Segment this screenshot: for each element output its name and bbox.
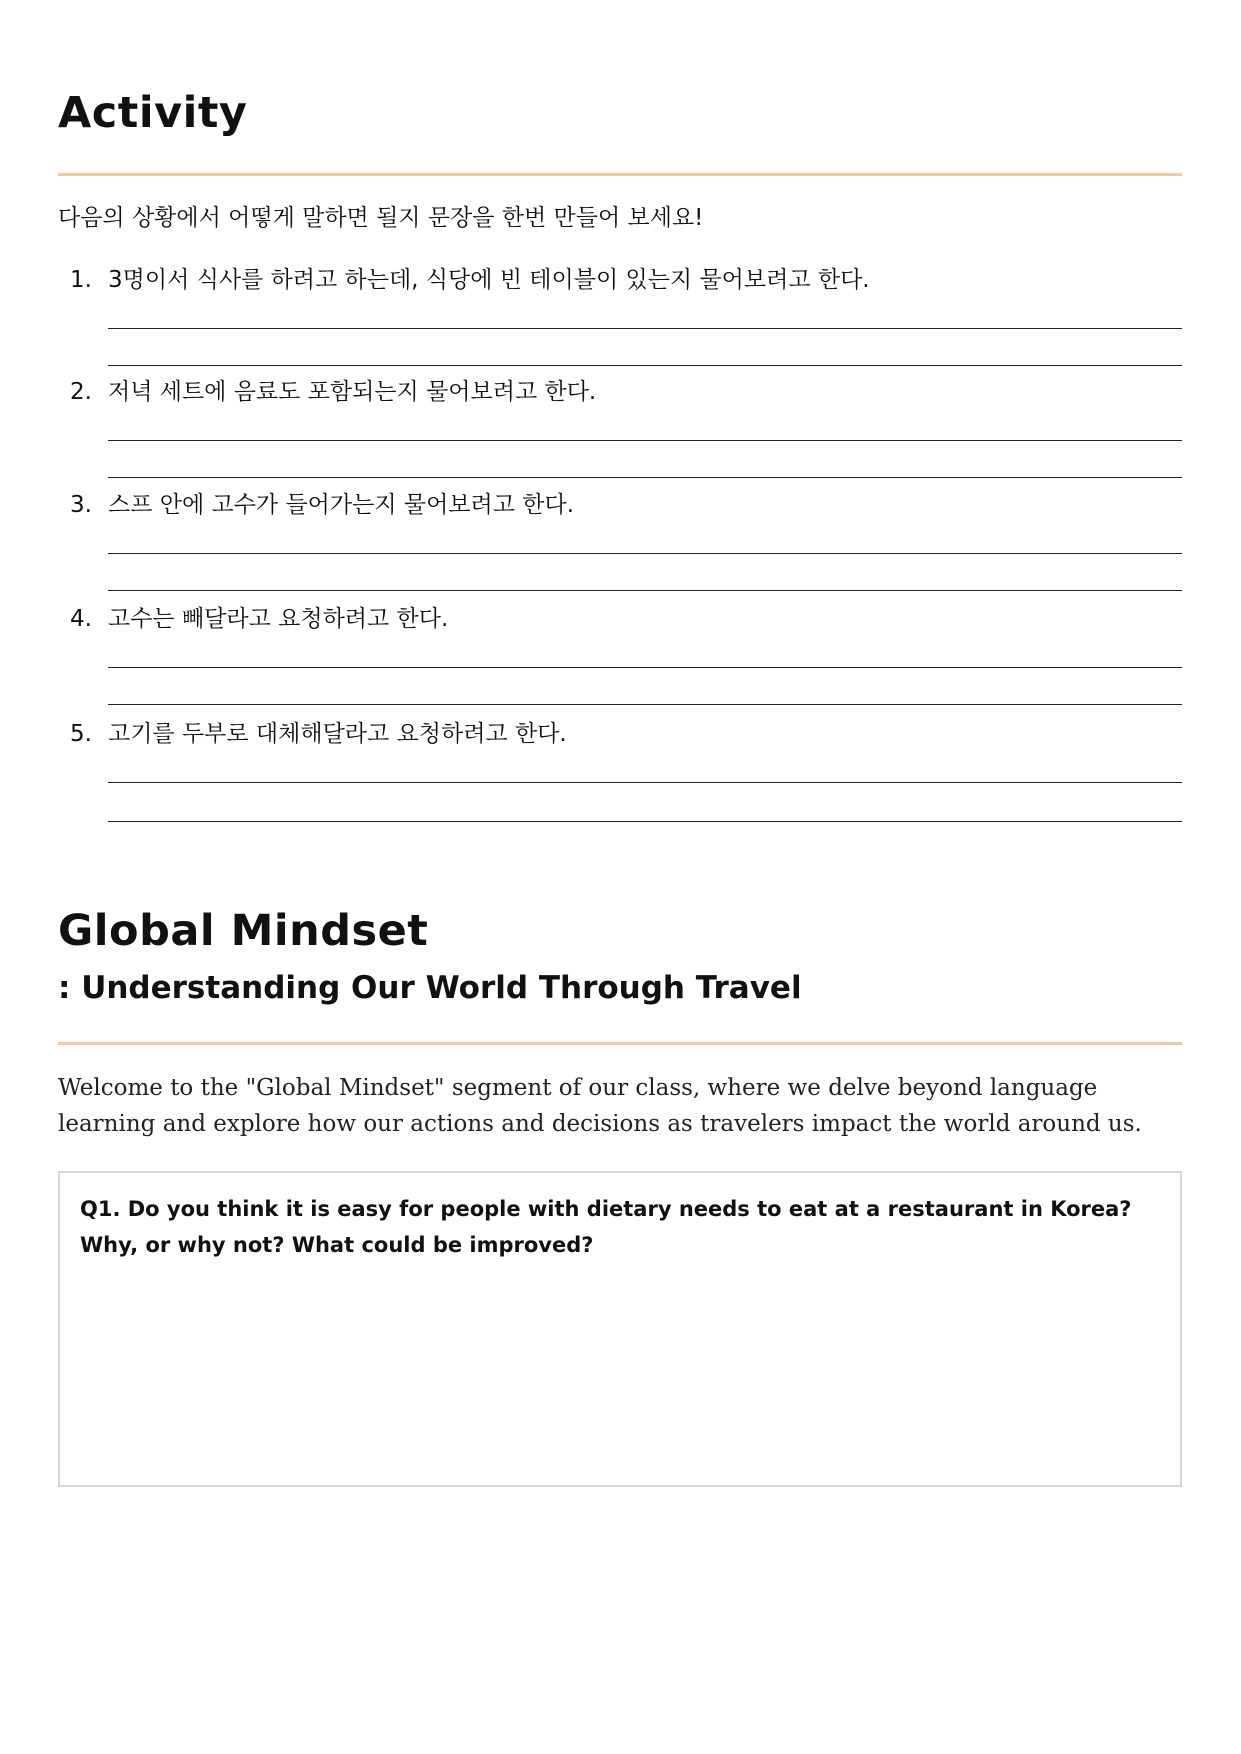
activity-instruction: 다음의 상황에서 어떻게 말하면 될지 문장을 한번 만들어 보세요! bbox=[58, 205, 704, 231]
global-mindset-intro: Welcome to the "Global Mindset" segment of our class, where we delve beyond language learning and explore how our actions and decisions as travelers impact the world around us. bbox=[58, 1075, 1142, 1137]
activity-divider bbox=[58, 173, 1182, 176]
item-prompt: 고기를 두부로 대체해달라고 요청하려고 한다. bbox=[108, 721, 567, 747]
answer-line[interactable] bbox=[108, 667, 1182, 668]
activity-item-2 bbox=[58, 378, 1182, 490]
activity-item-5 bbox=[58, 720, 1182, 832]
item-number: 5. bbox=[70, 721, 92, 747]
answer-line[interactable] bbox=[108, 553, 1182, 554]
item-prompt: 저녁 세트에 음료도 포함되는지 물어보려고 한다. bbox=[108, 379, 597, 405]
activity-item-1 bbox=[58, 266, 1182, 378]
answer-line[interactable] bbox=[108, 590, 1182, 591]
global-mindset-subtitle: : Understanding Our World Through Travel bbox=[58, 970, 802, 1006]
question-q1: Q1. Do you think it is easy for people with dietary needs to eat at a restaurant in Korea? Why, or why not? What could be improved? bbox=[80, 1197, 1132, 1257]
item-prompt: 고수는 빼달라고 요청하려고 한다. bbox=[108, 606, 449, 632]
item-number: 2. bbox=[70, 379, 92, 405]
item-prompt: 스프 안에 고수가 들어가는지 물어보려고 한다. bbox=[108, 492, 575, 518]
activity-title: Activity bbox=[58, 88, 248, 138]
answer-line[interactable] bbox=[108, 821, 1182, 822]
global-mindset-divider bbox=[58, 1042, 1182, 1045]
item-number: 4. bbox=[70, 606, 92, 632]
answer-line[interactable] bbox=[108, 704, 1182, 705]
global-mindset-title: Global Mindset bbox=[58, 906, 429, 956]
item-prompt: 3명이서 식사를 하려고 하는데, 식당에 빈 테이블이 있는지 물어보려고 한다. bbox=[108, 267, 870, 293]
answer-box[interactable] bbox=[58, 1171, 1182, 1487]
answer-line[interactable] bbox=[108, 782, 1182, 783]
item-number: 3. bbox=[70, 492, 92, 518]
answer-line[interactable] bbox=[108, 365, 1182, 366]
activity-item-3 bbox=[58, 491, 1182, 603]
answer-line[interactable] bbox=[108, 440, 1182, 441]
answer-line[interactable] bbox=[108, 328, 1182, 329]
item-number: 1. bbox=[70, 267, 92, 293]
answer-line[interactable] bbox=[108, 477, 1182, 478]
activity-item-4 bbox=[58, 605, 1182, 717]
